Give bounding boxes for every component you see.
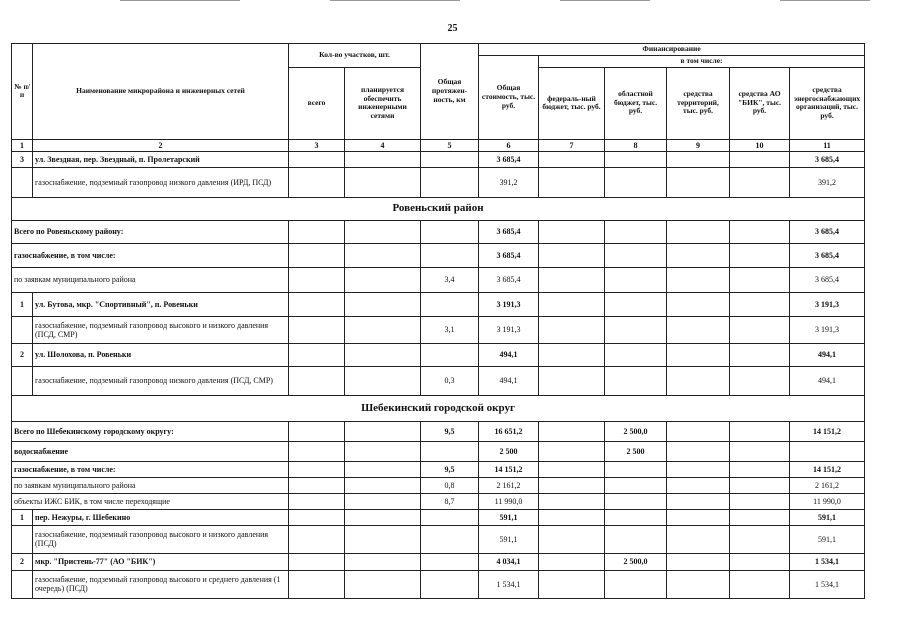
row-length: 3,1: [421, 316, 479, 343]
row-num: [12, 316, 33, 343]
scan-top-edge: [0, 0, 905, 2]
row-name: Всего по Ровеньскому району:: [12, 220, 289, 243]
row-energy: 494,1: [790, 343, 865, 366]
header-total-cost: Общая стоимость, тыс. руб.: [479, 56, 539, 140]
header-energy: средства энергоснабжающих организаций, тыс. руб.: [790, 67, 865, 139]
row-regional: [605, 366, 667, 395]
header-length: Общая протяжен-ность, км: [421, 44, 479, 140]
row-name: по заявкам муниципального района: [12, 267, 289, 292]
row-energy: 14 151,2: [790, 421, 865, 441]
table-row: [12, 477, 865, 493]
row-cost: 3 191,3: [479, 316, 539, 343]
section-row: [12, 395, 865, 421]
row-name: газоснабжение, подземный газопровод высокого и низкого давления (ПСД, СМР): [33, 316, 289, 343]
row-num: 2: [12, 553, 33, 570]
section-title-shebekino: Шебекинский городской округ: [12, 395, 865, 421]
col-number: 4: [345, 139, 421, 151]
row-energy: 3 685,4: [790, 267, 865, 292]
row-regional: [605, 525, 667, 553]
row-regional: [605, 167, 667, 197]
header-regional: областной бюджет, тыс. руб.: [605, 67, 667, 139]
row-energy: 1 534,1: [790, 570, 865, 598]
header-federal: федераль-ный бюджет, тыс. руб.: [539, 67, 605, 139]
table-row: [12, 167, 865, 197]
row-cost: 1 534,1: [479, 570, 539, 598]
row-name: газоснабжение, подземный газопровод высокого и низкого давления (ПСД): [33, 525, 289, 553]
row-regional: 2 500,0: [605, 553, 667, 570]
col-number: 11: [790, 139, 865, 151]
row-name: Всего по Шебекинскому городскому округу:: [12, 421, 289, 441]
header-num: № п/п: [12, 44, 33, 140]
row-name: ул. Звездная, пер. Звездный, п. Пролетарский: [33, 151, 289, 167]
row-name: объекты ИЖС БИК, в том числе переходящие: [12, 493, 289, 509]
col-number: 10: [730, 139, 790, 151]
table-row: [12, 267, 865, 292]
row-length: 8,7: [421, 493, 479, 509]
row-length: [421, 167, 479, 197]
row-num: 3: [12, 151, 33, 167]
row-energy: 3 685,4: [790, 151, 865, 167]
row-name: газоснабжение, подземный газопровод низкого давления (ПСД, СМР): [33, 366, 289, 395]
row-length: [421, 292, 479, 316]
table-row: [12, 292, 865, 316]
row-regional: [605, 493, 667, 509]
row-regional: 2 500: [605, 441, 667, 461]
row-energy: 14 151,2: [790, 461, 865, 477]
row-length: [421, 553, 479, 570]
row-energy: 391,2: [790, 167, 865, 197]
row-length: [421, 151, 479, 167]
row-regional: 2 500,0: [605, 421, 667, 441]
row-cost: 14 151,2: [479, 461, 539, 477]
header-financing: Финансирование: [479, 44, 865, 56]
col-number: 1: [12, 139, 33, 151]
row-energy: 3 191,3: [790, 316, 865, 343]
col-number: 6: [479, 139, 539, 151]
row-cost: 3 685,4: [479, 243, 539, 267]
table-row: [12, 316, 865, 343]
row-num: [12, 167, 33, 197]
table-row: [12, 441, 865, 461]
row-cost: 591,1: [479, 525, 539, 553]
column-number-row: [12, 139, 865, 151]
header-bik: средства АО "БИК", тыс. руб.: [730, 67, 790, 139]
row-energy: [790, 441, 865, 461]
row-cost: 3 191,3: [479, 292, 539, 316]
row-energy: 591,1: [790, 509, 865, 525]
row-energy: 3 685,4: [790, 220, 865, 243]
section-title-roven: Ровеньский район: [12, 197, 865, 220]
row-name: по заявкам муниципального района: [12, 477, 289, 493]
table-row: [12, 570, 865, 598]
row-cost: 2 500: [479, 441, 539, 461]
row-name: ул. Шолохова, п. Ровеньки: [33, 343, 289, 366]
row-length: [421, 441, 479, 461]
row-length: 0,3: [421, 366, 479, 395]
row-energy: 11 990,0: [790, 493, 865, 509]
row-regional: [605, 292, 667, 316]
header-name: Наименование микрорайона и инженерных сетей: [33, 44, 289, 140]
row-length: 9,5: [421, 461, 479, 477]
row-length: [421, 343, 479, 366]
row-regional: [605, 477, 667, 493]
row-name: пер. Нежуры, г. Шебекино: [33, 509, 289, 525]
row-cost: 16 651,2: [479, 421, 539, 441]
row-name: ул. Бутова, мкр. "Спортивный", п. Ровеньки: [33, 292, 289, 316]
row-regional: [605, 243, 667, 267]
row-name: водоснабжение: [12, 441, 289, 461]
row-energy: 3 685,4: [790, 243, 865, 267]
row-energy: 2 161,2: [790, 477, 865, 493]
table-row: [12, 151, 865, 167]
row-energy: 494,1: [790, 366, 865, 395]
row-num: [12, 366, 33, 395]
page-number: 25: [447, 23, 458, 34]
row-num: 1: [12, 509, 33, 525]
row-length: [421, 570, 479, 598]
header-count-planned: планируется обеспечить инженерными сетями: [345, 67, 421, 139]
row-cost: 391,2: [479, 167, 539, 197]
financing-table: [11, 43, 865, 599]
table-row: [12, 343, 865, 366]
row-regional: [605, 151, 667, 167]
row-regional: [605, 220, 667, 243]
row-regional: [605, 316, 667, 343]
row-name: мкр. "Пристень-77" (АО "БИК"): [33, 553, 289, 570]
row-regional: [605, 343, 667, 366]
row-cost: 591,1: [479, 509, 539, 525]
table-row: [12, 525, 865, 553]
table-row: [12, 493, 865, 509]
table-row: [12, 461, 865, 477]
row-cost: 3 685,4: [479, 151, 539, 167]
table-row: [12, 220, 865, 243]
row-length: [421, 220, 479, 243]
row-name: газоснабжение, подземный газопровод высокого и среднего давления (1 очередь) (ПСД): [33, 570, 289, 598]
row-cost: 2 161,2: [479, 477, 539, 493]
row-cost: 494,1: [479, 366, 539, 395]
header-count: Кол-во участков, шт.: [289, 44, 421, 68]
row-length: [421, 243, 479, 267]
col-number: 2: [33, 139, 289, 151]
row-length: 9,5: [421, 421, 479, 441]
row-num: [12, 525, 33, 553]
table-row: [12, 553, 865, 570]
table-row: [12, 509, 865, 525]
row-name: газоснабжение, подземный газопровод низкого давления (ИРД, ПСД): [33, 167, 289, 197]
table-row: [12, 366, 865, 395]
row-energy: 1 534,1: [790, 553, 865, 570]
table-row: [12, 421, 865, 441]
section-row: [12, 197, 865, 220]
col-number: 8: [605, 139, 667, 151]
col-number: 3: [289, 139, 345, 151]
row-regional: [605, 509, 667, 525]
row-length: [421, 525, 479, 553]
header-count-total: всего: [289, 67, 345, 139]
row-length: 0,8: [421, 477, 479, 493]
row-length: [421, 509, 479, 525]
row-name: газоснабжение, в том числе:: [12, 461, 289, 477]
row-cost: 3 685,4: [479, 220, 539, 243]
row-energy: 3 191,3: [790, 292, 865, 316]
row-num: 1: [12, 292, 33, 316]
row-num: [12, 570, 33, 598]
row-num: 2: [12, 343, 33, 366]
row-regional: [605, 267, 667, 292]
table-row: [12, 243, 865, 267]
row-regional: [605, 461, 667, 477]
col-number: 9: [667, 139, 730, 151]
row-cost: 11 990,0: [479, 493, 539, 509]
row-cost: 494,1: [479, 343, 539, 366]
header-territories: средства территорий, тыс. руб.: [667, 67, 730, 139]
col-number: 5: [421, 139, 479, 151]
col-number: 7: [539, 139, 605, 151]
row-energy: 591,1: [790, 525, 865, 553]
row-name: газоснабжение, в том числе:: [12, 243, 289, 267]
row-length: 3,4: [421, 267, 479, 292]
header-including: в том числе:: [539, 56, 865, 68]
row-cost: 4 034,1: [479, 553, 539, 570]
row-regional: [605, 570, 667, 598]
row-cost: 3 685,4: [479, 267, 539, 292]
